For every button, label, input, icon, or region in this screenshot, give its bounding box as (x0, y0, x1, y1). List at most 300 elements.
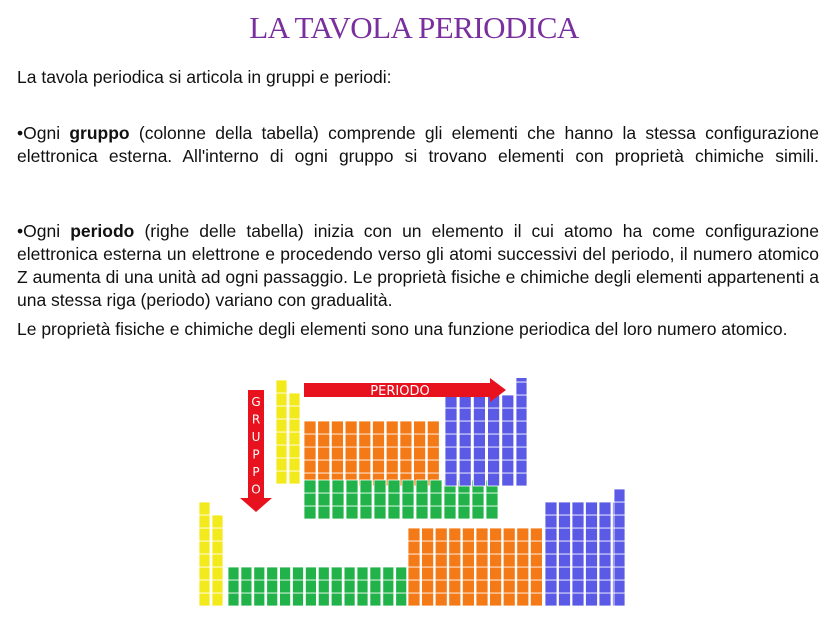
lower-f-block-cell (370, 580, 381, 593)
upper-p-block-cell (516, 473, 527, 486)
lower-f-block-cell (280, 567, 291, 580)
lower-d-block-cell (490, 567, 502, 580)
lower-s-block-cell (199, 593, 210, 606)
lower-d-block-cell (422, 580, 434, 593)
upper-f-block-cell (318, 480, 330, 493)
upper-d-block-cell (427, 421, 439, 434)
upper-f-block-cell (304, 480, 316, 493)
lower-d-block-cell (517, 528, 529, 541)
upper-d-block-cell (414, 447, 426, 460)
lower-s-block-cell (199, 502, 210, 515)
lower-f-block-cell (280, 593, 291, 606)
lower-p-block-cell (614, 580, 625, 593)
upper-s-block-cell (289, 419, 300, 432)
gruppo-letter: R (251, 412, 261, 427)
upper-f-block-cell (416, 493, 428, 506)
upper-d-block-cell (400, 421, 412, 434)
lower-p-block-cell (572, 593, 584, 606)
lower-d-block-cell (503, 528, 515, 541)
upper-d-block-cell (331, 421, 343, 434)
lower-d-block-cell (449, 528, 461, 541)
upper-d-block-cell (318, 434, 330, 447)
lower-p-block-cell (559, 554, 571, 567)
upper-f-block-cell (318, 506, 330, 519)
lower-p-block-cell (614, 489, 625, 502)
upper-f-block-cell (304, 493, 316, 506)
lower-f-block-cell (305, 567, 316, 580)
upper-d-block-cell (400, 447, 412, 460)
lower-d-block-cell (408, 567, 420, 580)
upper-p-block-cell (516, 447, 527, 460)
upper-f-block-cell (430, 480, 442, 493)
upper-d-block-cell (359, 460, 371, 473)
lower-d-block-cell (435, 528, 447, 541)
upper-p-block-cell (473, 473, 485, 486)
lower-f-block-cell (331, 580, 342, 593)
upper-s-block-cell (276, 380, 287, 393)
upper-f-block-cell (402, 480, 414, 493)
upper-f-block-cell (416, 480, 428, 493)
upper-d-block-cell (373, 421, 385, 434)
upper-p-block-cell (473, 460, 485, 473)
lower-p-block-cell (572, 554, 584, 567)
upper-p-block-cell (502, 395, 514, 408)
upper-p-block-cell (502, 473, 514, 486)
lower-p-block-cell (559, 502, 571, 515)
upper-p-block-cell (459, 421, 471, 434)
lower-d-block-cell (449, 593, 461, 606)
upper-d-block-cell (318, 447, 330, 460)
upper-p-block-cell (445, 447, 457, 460)
lower-f-block-cell (383, 580, 394, 593)
upper-d-block-cell (373, 460, 385, 473)
lower-f-block-cell (254, 593, 265, 606)
lower-d-block-cell (449, 580, 461, 593)
lower-f-block-cell (357, 593, 368, 606)
bullet: •Ogni (17, 221, 71, 241)
upper-f-block-cell (444, 506, 456, 519)
upper-f-block-cell (332, 480, 344, 493)
upper-p-block-cell (459, 447, 471, 460)
upper-s-block-cell (289, 445, 300, 458)
gruppo-letter: U (251, 430, 261, 444)
upper-s-block-cell (289, 432, 300, 445)
lower-p-block-cell (572, 567, 584, 580)
lower-d-block-cell (517, 541, 529, 554)
upper-f-block-cell (486, 493, 498, 506)
lower-p-block-cell (545, 502, 557, 515)
intro-text: La tavola periodica si articola in gruppi e periodi: (17, 67, 392, 87)
lower-d-block-cell (503, 593, 515, 606)
upper-f-block-cell (458, 493, 470, 506)
lower-p-block-cell (599, 593, 611, 606)
upper-f-block-cell (430, 493, 442, 506)
lower-p-block-cell (586, 515, 598, 528)
upper-p-block-cell (502, 408, 514, 421)
upper-f-block-cell (444, 493, 456, 506)
lower-s-block-cell (212, 528, 223, 541)
upper-d-block-cell (386, 421, 398, 434)
lower-s-block-cell (199, 541, 210, 554)
lower-d-block-cell (435, 567, 447, 580)
lower-p-block-cell (545, 580, 557, 593)
lower-s-block-cell (199, 567, 210, 580)
lower-d-block-cell (462, 593, 474, 606)
lower-p-block-cell (614, 554, 625, 567)
upper-d-block-cell (373, 447, 385, 460)
upper-d-block-cell (345, 434, 357, 447)
upper-p-block-cell (459, 408, 471, 421)
lower-p-block-cell (559, 580, 571, 593)
lower-f-block-cell (267, 567, 278, 580)
periodo-label: PERIODO (370, 384, 430, 399)
upper-d-block-cell (386, 447, 398, 460)
lower-p-block-cell (599, 502, 611, 515)
lower-s-block-cell (199, 528, 210, 541)
upper-f-block-cell (360, 506, 372, 519)
upper-s-block-cell (276, 458, 287, 471)
upper-p-block-cell (473, 447, 485, 460)
upper-s-block-cell (276, 471, 287, 484)
upper-p-block-cell (516, 421, 527, 434)
upper-d-block-cell (400, 434, 412, 447)
upper-f-block-cell (332, 493, 344, 506)
lower-f-block-cell (293, 580, 304, 593)
upper-f-block-cell (416, 506, 428, 519)
lower-f-block-cell (228, 593, 239, 606)
upper-f-block-cell (430, 506, 442, 519)
lower-f-block-cell (254, 580, 265, 593)
lower-p-block-cell (572, 541, 584, 554)
lower-p-block-cell (586, 541, 598, 554)
lower-p-block-cell (586, 593, 598, 606)
upper-d-block-cell (400, 460, 412, 473)
lower-d-block-cell (476, 580, 488, 593)
lower-d-block-cell (408, 593, 420, 606)
upper-p-block-cell (516, 395, 527, 408)
upper-s-block-cell (276, 432, 287, 445)
lower-p-block-cell (614, 515, 625, 528)
upper-d-block-cell (345, 447, 357, 460)
upper-d-block-cell (427, 447, 439, 460)
lower-d-block-cell (462, 554, 474, 567)
upper-d-block-cell (427, 434, 439, 447)
lower-d-block-cell (408, 580, 420, 593)
upper-d-block-cell (345, 421, 357, 434)
lower-d-block-cell (422, 567, 434, 580)
lower-d-block-cell (490, 580, 502, 593)
lower-d-block-cell (490, 554, 502, 567)
gruppo-letter: O (251, 482, 261, 497)
lower-p-block-cell (586, 502, 598, 515)
lower-p-block-cell (559, 515, 571, 528)
lower-p-block-cell (599, 541, 611, 554)
upper-p-block-cell (445, 434, 457, 447)
lower-p-block-cell (545, 593, 557, 606)
lower-f-block-cell (383, 593, 394, 606)
lower-p-block-cell (599, 554, 611, 567)
upper-s-block-cell (289, 471, 300, 484)
lower-d-block-cell (476, 554, 488, 567)
lower-d-block-cell (408, 554, 420, 567)
lower-s-block-cell (212, 567, 223, 580)
lower-f-block-cell (241, 580, 252, 593)
upper-p-block-cell (516, 408, 527, 421)
lower-d-block-cell (517, 580, 529, 593)
lower-p-block-cell (545, 515, 557, 528)
lower-d-block-cell (476, 541, 488, 554)
lower-d-block-cell (449, 567, 461, 580)
upper-d-block-cell (304, 434, 316, 447)
lower-d-block-cell (517, 554, 529, 567)
lower-p-block-cell (559, 541, 571, 554)
upper-p-block-cell (488, 408, 500, 421)
lower-p-block-cell (599, 528, 611, 541)
upper-p-block-cell (445, 408, 457, 421)
upper-d-block-cell (386, 434, 398, 447)
upper-s-block-cell (276, 445, 287, 458)
upper-p-block-cell (445, 421, 457, 434)
upper-d-block-cell (331, 460, 343, 473)
upper-p-block-cell (473, 434, 485, 447)
lower-d-block-cell (422, 593, 434, 606)
periodo-text: (righe delle tabella) inizia con un elemento il cui atomo ha come configurazione elettronica esterna un elettrone e procedendo verso gli atomi successivi del periodo, il numero atomico Z aumenta di una unità ad ogni passaggio. Le proprietà fisiche e chimiche degli elementi appartenenti a una stessa riga (periodo) variano con gradualità. (17, 221, 819, 310)
lower-s-block-cell (212, 593, 223, 606)
lower-s-block-cell (199, 580, 210, 593)
upper-d-block-cell (359, 421, 371, 434)
lower-d-block-cell (449, 554, 461, 567)
upper-p-block-cell (445, 460, 457, 473)
upper-d-block-cell (331, 447, 343, 460)
upper-p-block-cell (459, 460, 471, 473)
gruppo-text: (colonne della tabella) comprende gli elementi che hanno la stessa configurazione elettronica esterna. All'interno di ogni gruppo si trovano elementi con proprietà chimiche simili. (17, 123, 819, 166)
upper-f-block-cell (346, 506, 358, 519)
upper-p-block-cell (516, 434, 527, 447)
upper-d-block-cell (345, 460, 357, 473)
page-title: LA TAVOLA PERIODICA (249, 10, 579, 45)
upper-f-block-cell (458, 506, 470, 519)
lower-p-block-cell (572, 528, 584, 541)
lower-f-block-cell (241, 567, 252, 580)
upper-f-block-cell (374, 493, 386, 506)
upper-f-block-cell (388, 506, 400, 519)
lower-d-block-cell (462, 580, 474, 593)
lower-f-block-cell (357, 580, 368, 593)
upper-d-block-cell (427, 460, 439, 473)
lower-p-block-cell (559, 567, 571, 580)
upper-d-block-cell (373, 434, 385, 447)
lower-s-block-cell (212, 554, 223, 567)
upper-d-block-cell (318, 460, 330, 473)
lower-p-block-cell (586, 528, 598, 541)
gruppo-paragraph (17, 122, 819, 168)
upper-d-block-cell (414, 421, 426, 434)
lower-p-block-cell (599, 567, 611, 580)
upper-p-block-cell (502, 460, 514, 473)
lower-s-block-cell (212, 580, 223, 593)
upper-p-block-cell (445, 473, 457, 486)
gruppo-term: gruppo (69, 123, 130, 143)
lower-p-block-cell (545, 554, 557, 567)
upper-d-block-cell (359, 434, 371, 447)
lower-p-block-cell (572, 515, 584, 528)
lower-p-block-cell (614, 541, 625, 554)
lower-f-block-cell (293, 567, 304, 580)
upper-f-block-cell (388, 480, 400, 493)
upper-f-block-cell (402, 506, 414, 519)
lower-f-block-cell (396, 567, 407, 580)
gruppo-letter: G (251, 395, 261, 409)
upper-f-block-cell (472, 493, 484, 506)
upper-d-block-cell (331, 434, 343, 447)
upper-d-block-cell (304, 421, 316, 434)
upper-d-block-cell (304, 447, 316, 460)
periodo-term: periodo (70, 221, 135, 241)
upper-d-block-cell (359, 447, 371, 460)
upper-p-block-cell (488, 434, 500, 447)
upper-f-block-cell (332, 506, 344, 519)
lower-p-block-cell (572, 580, 584, 593)
conclusion-paragraph: Le proprietà fisiche e chimiche degli elementi sono una funzione periodica del loro numero atomico. (17, 319, 788, 339)
lower-d-block-cell (490, 541, 502, 554)
upper-p-block-cell (488, 421, 500, 434)
lower-f-block-cell (254, 567, 265, 580)
lower-f-block-cell (370, 567, 381, 580)
lower-d-block-cell (530, 580, 542, 593)
upper-p-block-cell (502, 421, 514, 434)
upper-f-block-cell (402, 493, 414, 506)
lower-d-block-cell (476, 528, 488, 541)
lower-f-block-cell (228, 567, 239, 580)
lower-d-block-cell (503, 554, 515, 567)
lower-p-block-cell (559, 593, 571, 606)
upper-p-block-cell (488, 460, 500, 473)
lower-s-block-cell (212, 515, 223, 528)
upper-d-block-cell (414, 434, 426, 447)
lower-d-block-cell (462, 567, 474, 580)
lower-p-block-cell (572, 502, 584, 515)
upper-p-block-cell (473, 421, 485, 434)
lower-f-block-cell (357, 567, 368, 580)
lower-f-block-cell (383, 567, 394, 580)
lower-d-block-cell (408, 528, 420, 541)
upper-p-block-cell (488, 473, 500, 486)
lower-f-block-cell (305, 580, 316, 593)
lower-f-block-cell (344, 593, 355, 606)
lower-p-block-cell (586, 554, 598, 567)
lower-p-block-cell (586, 567, 598, 580)
lower-d-block-cell (530, 567, 542, 580)
lower-f-block-cell (318, 580, 329, 593)
periodic-table-diagram (0, 378, 828, 621)
lower-d-block-cell (530, 554, 542, 567)
upper-f-block-cell (304, 506, 316, 519)
lower-d-block-cell (422, 528, 434, 541)
gruppo-letter: P (252, 447, 260, 462)
upper-p-block-cell (516, 460, 527, 473)
lower-d-block-cell (435, 580, 447, 593)
lower-f-block-cell (318, 593, 329, 606)
upper-f-block-cell (374, 480, 386, 493)
upper-f-block-cell (346, 493, 358, 506)
lower-d-block-cell (530, 593, 542, 606)
upper-p-block-cell (488, 447, 500, 460)
lower-p-block-cell (559, 528, 571, 541)
lower-f-block-cell (331, 567, 342, 580)
upper-f-block-cell (318, 493, 330, 506)
upper-f-block-cell (388, 493, 400, 506)
lower-d-block-cell (503, 580, 515, 593)
lower-f-block-cell (344, 580, 355, 593)
upper-s-block-cell (289, 458, 300, 471)
upper-f-block-cell (360, 493, 372, 506)
lower-f-block-cell (331, 593, 342, 606)
lower-f-block-cell (228, 580, 239, 593)
gruppo-letter: P (252, 465, 260, 479)
lower-d-block-cell (490, 528, 502, 541)
lower-d-block-cell (517, 567, 529, 580)
lower-p-block-cell (586, 580, 598, 593)
lower-f-block-cell (318, 567, 329, 580)
upper-f-block-cell (360, 480, 372, 493)
upper-p-block-cell (459, 434, 471, 447)
upper-f-block-cell (374, 506, 386, 519)
lower-d-block-cell (449, 541, 461, 554)
lower-d-block-cell (435, 541, 447, 554)
upper-p-block-cell (502, 434, 514, 447)
upper-d-block-cell (414, 460, 426, 473)
lower-d-block-cell (462, 528, 474, 541)
lower-f-block-cell (293, 593, 304, 606)
lower-d-block-cell (422, 541, 434, 554)
lower-d-block-cell (476, 567, 488, 580)
upper-s-block-cell (289, 393, 300, 406)
lower-f-block-cell (344, 567, 355, 580)
lower-d-block-cell (517, 593, 529, 606)
lower-p-block-cell (614, 528, 625, 541)
lower-f-block-cell (305, 593, 316, 606)
lower-f-block-cell (396, 593, 407, 606)
lower-p-block-cell (599, 515, 611, 528)
upper-p-block-cell (516, 378, 527, 382)
lower-f-block-cell (267, 580, 278, 593)
gruppo-arrow (240, 390, 272, 512)
upper-s-block-cell (276, 419, 287, 432)
upper-d-block-cell (318, 421, 330, 434)
lower-f-block-cell (280, 580, 291, 593)
lower-f-block-cell (241, 593, 252, 606)
lower-f-block-cell (396, 580, 407, 593)
lower-p-block-cell (614, 593, 625, 606)
upper-s-block-cell (276, 393, 287, 406)
upper-f-block-cell (346, 480, 358, 493)
lower-d-block-cell (422, 554, 434, 567)
upper-f-block-cell (472, 506, 484, 519)
upper-d-block-cell (304, 460, 316, 473)
lower-s-block-cell (199, 515, 210, 528)
lower-p-block-cell (614, 567, 625, 580)
lower-d-block-cell (408, 541, 420, 554)
upper-d-block-cell (386, 460, 398, 473)
lower-f-block-cell (267, 593, 278, 606)
lower-p-block-cell (545, 541, 557, 554)
lower-p-block-cell (614, 502, 625, 515)
upper-p-block-cell (459, 473, 471, 486)
lower-d-block-cell (462, 541, 474, 554)
upper-p-block-cell (516, 382, 527, 395)
lower-d-block-cell (503, 567, 515, 580)
lower-d-block-cell (435, 554, 447, 567)
